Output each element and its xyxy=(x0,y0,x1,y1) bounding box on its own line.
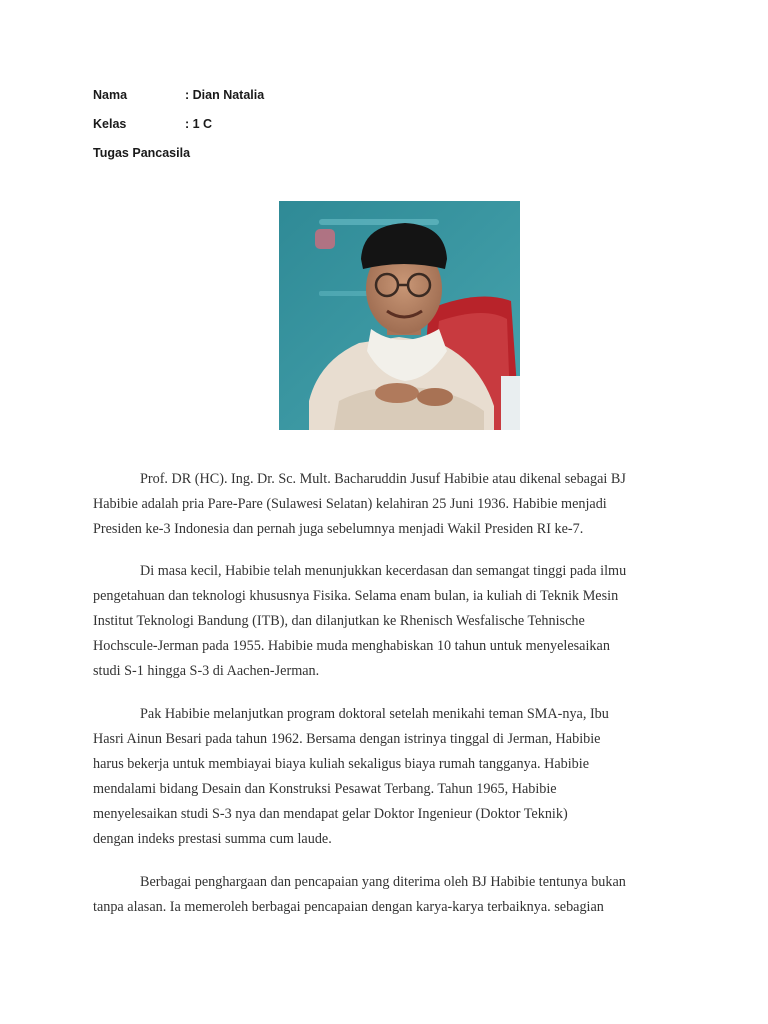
name-line xyxy=(93,88,264,102)
paragraph-line: menyelesaikan studi S-3 nya dan mendapat gelar Doktor Ingenieur (Doktor Teknik) xyxy=(93,806,568,822)
paragraph-line: Di masa kecil, Habibie telah menunjukkan kecerdasan dan semangat tinggi pada ilmu xyxy=(140,563,627,579)
paragraph-line: Institut Teknologi Bandung (ITB), dan dilanjutkan ke Rhenisch Wesfalische Tehnische xyxy=(93,613,585,629)
paragraph-line: Berbagai penghargaan dan pencapaian yang diterima oleh BJ Habibie tentunya bukan xyxy=(140,874,626,890)
paragraph-line: pengetahuan dan teknologi khususnya Fisika. Selama enam bulan, ia kuliah di Teknik Mesin xyxy=(93,588,619,604)
paragraph-line: mendalami bidang Desain dan Konstruksi Pesawat Terbang. Tahun 1965, Habibie xyxy=(93,781,557,797)
assignment-title: Tugas Pancasila xyxy=(93,146,191,160)
paragraph-line: harus bekerja untuk membiayai biaya kuliah sekaligus biaya rumah tangganya. Habibie xyxy=(93,756,590,772)
paragraph-line: studi S-1 hingga S-3 di Aachen-Jerman. xyxy=(93,663,320,679)
name-value: : Dian Natalia xyxy=(185,88,265,102)
name-label: Nama xyxy=(93,88,128,102)
paragraph-line: Pak Habibie melanjutkan program doktoral setelah menikahi teman SMA-nya, Ibu xyxy=(140,706,609,722)
paragraph-2 xyxy=(93,559,678,684)
class-line xyxy=(93,117,212,131)
paragraph-line: Hasri Ainun Besari pada tahun 1962. Bersama dengan istrinya tinggal di Jerman, Habibie xyxy=(93,731,601,747)
paragraph-4 xyxy=(93,870,678,920)
paragraph-line: dengan indeks prestasi summa cum laude. xyxy=(93,831,332,847)
class-label: Kelas xyxy=(93,117,127,131)
paragraph-line: Presiden ke-3 Indonesia dan pernah juga sebelumnya menjadi Wakil Presiden RI ke-7. xyxy=(93,521,584,537)
paragraph-line: Hochscule-Jerman pada 1955. Habibie muda menghabiskan 10 tahun untuk menyelesaikan xyxy=(93,638,610,654)
paragraph-1 xyxy=(93,467,678,542)
portrait-photo xyxy=(279,201,520,430)
class-value: : 1 C xyxy=(185,117,213,131)
paragraph-3 xyxy=(93,702,678,852)
paragraph-line: Habibie adalah pria Pare-Pare (Sulawesi Selatan) kelahiran 25 Juni 1936. Habibie menjadi xyxy=(93,496,607,512)
paragraph-line: Prof. DR (HC). Ing. Dr. Sc. Mult. Bacharuddin Jusuf Habibie atau dikenal sebagai BJ xyxy=(140,471,626,487)
paragraph-line: tanpa alasan. Ia memeroleh berbagai pencapaian dengan karya-karya terbaiknya. sebagian xyxy=(93,899,604,915)
